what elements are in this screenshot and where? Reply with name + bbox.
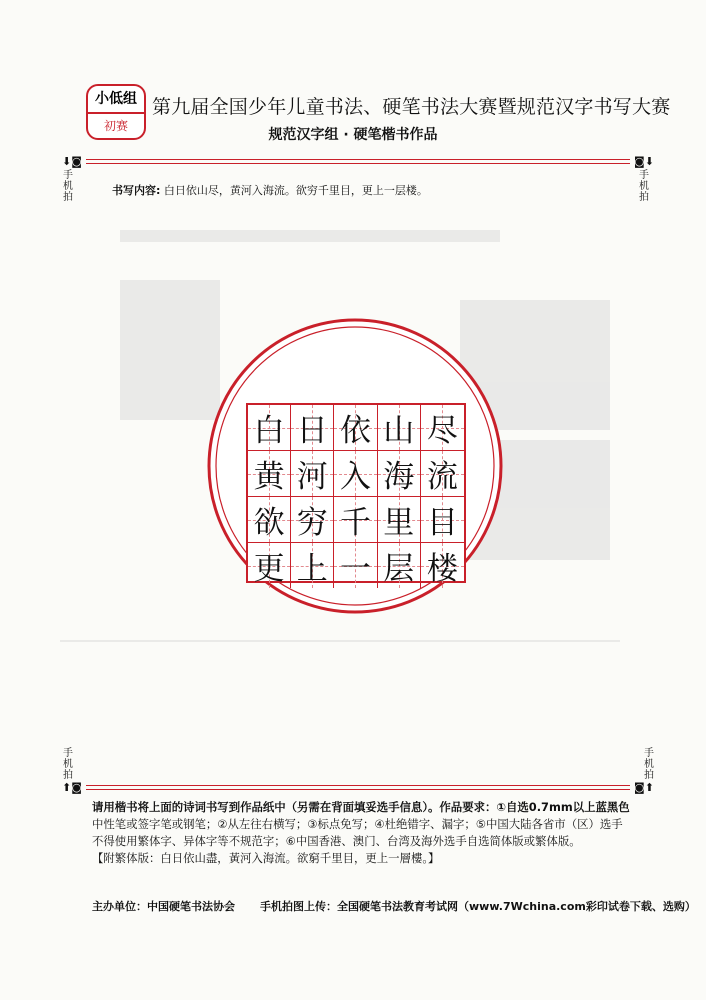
bottom-right-cut-label: 手 机 拍	[644, 748, 654, 781]
requirements-line: 中性笔或签字笔或钢笔；②从左往右横写；③标点免写；④杜绝错字、漏字；⑤中国大陆各省市（区）选手	[92, 817, 623, 831]
top-left-camera-marker	[62, 155, 82, 168]
grid-cell: 层	[378, 543, 421, 588]
requirements-block	[92, 799, 637, 867]
arrow-down-icon: ⬇	[62, 155, 72, 168]
badge-round-label: 初赛	[88, 112, 144, 138]
grid-cell: 入	[334, 451, 377, 497]
grid-cell: 穷	[291, 497, 334, 543]
grid-cell: 一	[334, 543, 377, 588]
camera-icon: ◙	[634, 155, 645, 168]
arrow-up-icon: ⬆	[62, 781, 72, 794]
page-subtitle: 规范汉字组 · 硬笔楷书作品	[268, 127, 438, 143]
grid-cell: 更	[248, 543, 291, 588]
requirements-line: 不得使用繁体字、异体字等不规范字；⑥中国香港、澳门、台湾及海外选手自选简体版或繁体版。	[92, 834, 581, 848]
writing-content-line	[112, 182, 428, 198]
grid-cell: 依	[334, 405, 377, 451]
top-left-cut-label: 手 机 拍	[63, 170, 73, 203]
bottom-right-camera-marker	[634, 781, 654, 794]
grid-cell: 海	[378, 451, 421, 497]
top-red-rule	[86, 159, 630, 164]
camera-icon: ◙	[71, 155, 82, 168]
organizer-text: 主办单位：中国硬笔书法协会	[92, 900, 235, 913]
requirements-line: 请用楷书将上面的诗词书写到作品纸中（另需在背面填妥选手信息）。作品要求：①自选0.7mm以上蓝黑色	[92, 800, 630, 814]
grid-cell: 千	[334, 497, 377, 543]
bottom-left-cut-label: 手 机 拍	[63, 748, 73, 781]
grid-cell: 尽	[421, 405, 464, 451]
traditional-version-note: 【附繁体版：白日依山盡，黃河入海流。欲窮千里目，更上一層樓。】	[92, 851, 440, 865]
grid-cell: 里	[378, 497, 421, 543]
writing-grid	[246, 403, 466, 587]
writing-content-label: 书写内容:	[112, 184, 161, 197]
grid-cell: 上	[291, 543, 334, 588]
upload-info-text: 手机拍图上传：全国硬笔书法教育考试网（www.7Wchina.com彩印试卷下载、选购）	[260, 900, 696, 913]
writing-content-text: 白日依山尽，黄河入海流。欲穷千里目，更上一层楼。	[163, 184, 428, 197]
bottom-left-camera-marker	[62, 781, 82, 794]
grid-cell: 黄	[248, 451, 291, 497]
grid-cell: 目	[421, 497, 464, 543]
grid-cell: 白	[248, 405, 291, 451]
camera-icon: ◙	[634, 781, 645, 794]
page-title: 第九届全国少年儿童书法、硬笔书法大赛暨规范汉字书写大赛	[152, 96, 671, 118]
grid-cell: 流	[421, 451, 464, 497]
camera-icon: ◙	[71, 781, 82, 794]
top-right-cut-label: 手 机 拍	[639, 170, 649, 203]
bottom-red-rule	[86, 785, 630, 790]
grid-cell: 日	[291, 405, 334, 451]
grid-cell: 楼	[421, 543, 464, 588]
badge-group-label: 小低组	[95, 91, 137, 107]
grid-cell: 河	[291, 451, 334, 497]
grid-cell: 山	[378, 405, 421, 451]
arrow-down-icon: ⬇	[644, 155, 654, 168]
top-right-camera-marker	[634, 155, 654, 168]
arrow-up-icon: ⬆	[644, 781, 654, 794]
grid-cell: 欲	[248, 497, 291, 543]
